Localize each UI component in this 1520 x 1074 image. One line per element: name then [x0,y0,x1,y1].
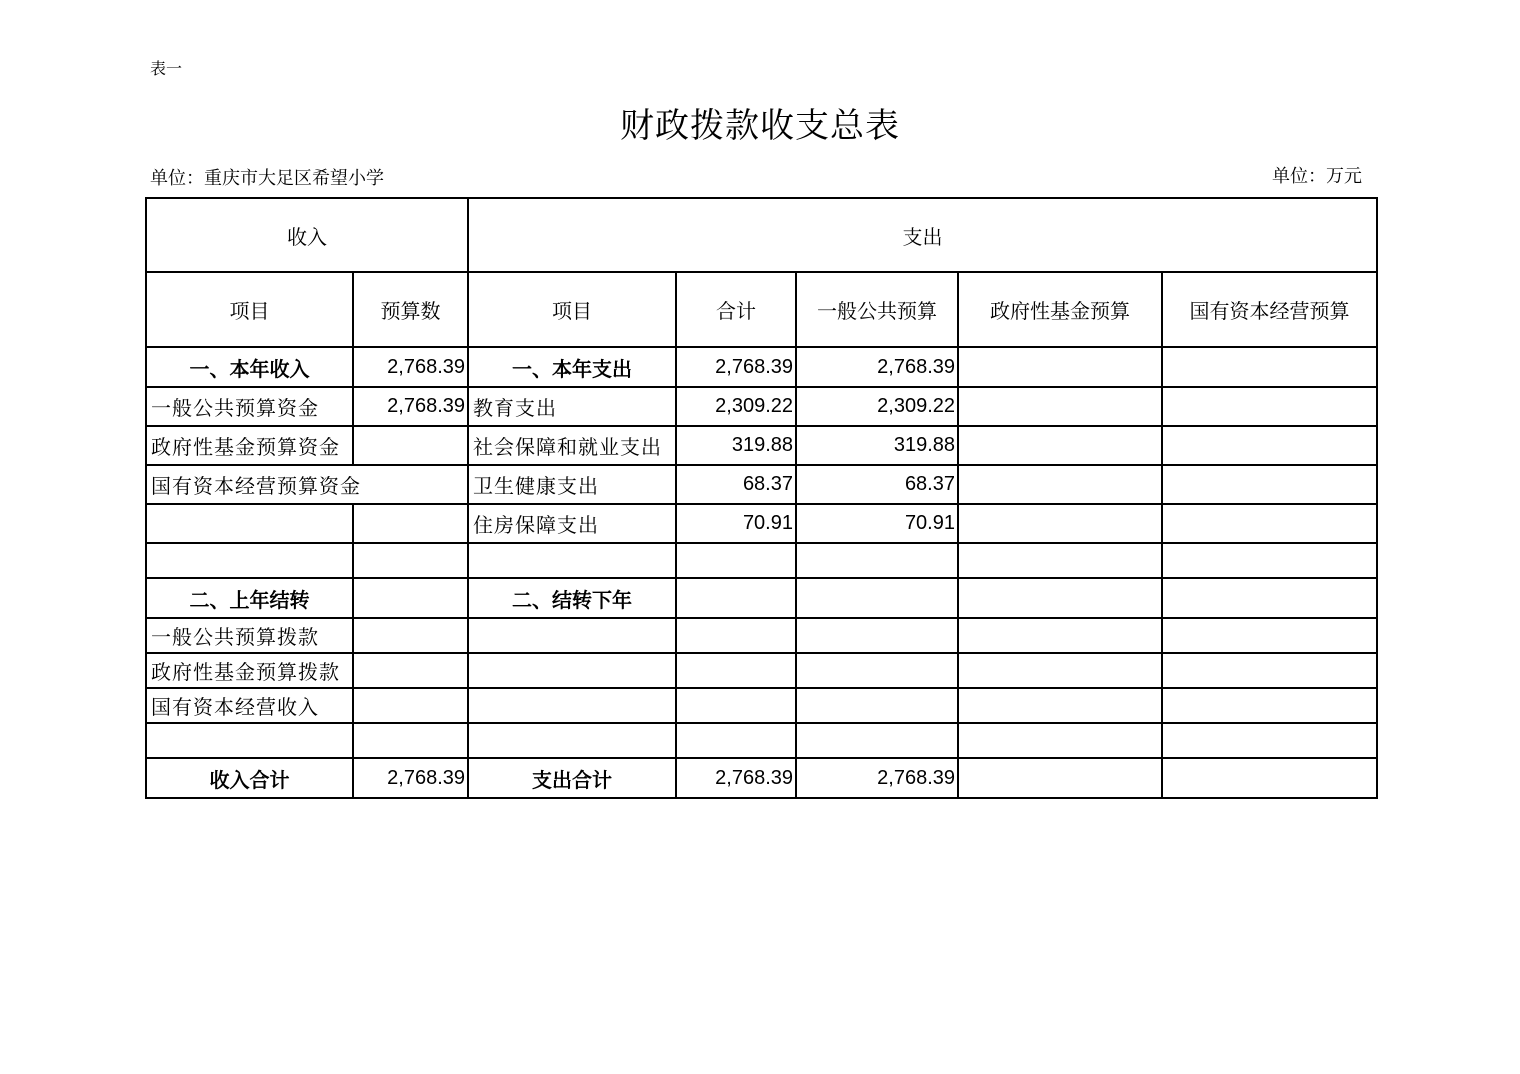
income-total-label: 收入合计 [146,758,353,798]
state-budget-cell [1162,465,1377,504]
fund-budget-cell [958,504,1162,543]
expense-header: 支出 [468,198,1377,272]
table-row [146,347,1377,387]
income-item-cell: 二、上年结转 [146,578,353,618]
income-amount-cell: 2,768.39 [353,347,468,387]
expense-item-cell: 二、结转下年 [468,578,676,618]
general-budget-cell: 319.88 [796,426,958,465]
general-budget-cell: 2,768.39 [796,347,958,387]
income-amount-cell: 2,768.39 [353,387,468,426]
fund-budget-cell [958,347,1162,387]
table-row [146,688,1377,723]
table-row [146,618,1377,653]
expense-item-cell: 卫生健康支出 [468,465,676,504]
state-budget-cell [1162,578,1377,618]
table-row [146,387,1377,426]
total-cell: 319.88 [676,426,796,465]
expense-item-cell [468,688,676,723]
header-row-top [146,198,1377,272]
income-amount-cell [353,653,468,688]
state-budget-total-cell [1162,758,1377,798]
fund-budget-total-cell [958,758,1162,798]
general-budget-cell [796,543,958,578]
general-budget-cell [796,688,958,723]
total-cell: 68.37 [676,465,796,504]
income-amount-cell [353,504,468,543]
income-item-cell: 一般公共预算资金 [146,387,353,426]
income-header: 收入 [146,198,468,272]
income-item-cell [146,723,353,758]
state-budget-cell [1162,653,1377,688]
total-cell: 2,309.22 [676,387,796,426]
fund-budget-cell [958,543,1162,578]
expense-total-cell: 2,768.39 [676,758,796,798]
income-item-cell: 国有资本经营收入 [146,688,353,723]
general-budget-cell: 70.91 [796,504,958,543]
general-budget-cell: 68.37 [796,465,958,504]
table-number: 表一 [150,59,183,78]
state-budget-cell [1162,426,1377,465]
expense-item-cell [468,723,676,758]
expense-item-cell: 社会保障和就业支出 [468,426,676,465]
budget-table [145,197,1378,799]
total-cell [676,578,796,618]
total-cell: 70.91 [676,504,796,543]
col-general-budget: 一般公共预算 [796,272,958,347]
expense-item-cell: 住房保障支出 [468,504,676,543]
total-cell [676,653,796,688]
table-row [146,504,1377,543]
general-budget-cell [796,653,958,688]
income-amount-cell [353,578,468,618]
income-amount-cell [353,688,468,723]
expense-item-cell [468,543,676,578]
general-budget-cell [796,578,958,618]
general-budget-total-cell: 2,768.39 [796,758,958,798]
general-budget-cell [796,618,958,653]
expense-item-cell [468,618,676,653]
expense-item-cell: 一、本年支出 [468,347,676,387]
col-fund-budget: 政府性基金预算 [958,272,1162,347]
fund-budget-cell [958,426,1162,465]
organization-unit: 单位：重庆市大足区希望小学 [150,168,384,189]
income-amount-cell [353,723,468,758]
page-title: 财政拨款收支总表 [620,106,900,146]
state-budget-cell [1162,618,1377,653]
table-row [146,653,1377,688]
income-item-cell [146,504,353,543]
fund-budget-cell [958,653,1162,688]
fund-budget-cell [958,387,1162,426]
expense-item-cell [468,653,676,688]
fund-budget-cell [958,688,1162,723]
fund-budget-cell [958,465,1162,504]
income-item-cell [146,543,353,578]
table-row [146,543,1377,578]
total-cell [676,688,796,723]
fund-budget-cell [958,723,1162,758]
fund-budget-cell [958,618,1162,653]
state-budget-cell [1162,543,1377,578]
state-budget-cell [1162,723,1377,758]
currency-unit: 单位：万元 [1272,166,1362,187]
general-budget-cell [796,723,958,758]
table-row [146,723,1377,758]
fund-budget-cell [958,578,1162,618]
income-item-cell: 一、本年收入 [146,347,353,387]
income-total-amount: 2,768.39 [353,758,468,798]
general-budget-cell: 2,309.22 [796,387,958,426]
header-row-columns [146,272,1377,347]
expense-item-cell: 教育支出 [468,387,676,426]
col-income-item: 项目 [146,272,353,347]
state-budget-cell [1162,504,1377,543]
total-cell [676,543,796,578]
income-amount-cell [353,543,468,578]
col-income-budget: 预算数 [353,272,468,347]
total-cell [676,618,796,653]
income-amount-cell [353,426,468,465]
income-item-cell: 一般公共预算拨款 [146,618,353,653]
table-row [146,578,1377,618]
table-row [146,426,1377,465]
total-cell [676,723,796,758]
expense-total-label: 支出合计 [468,758,676,798]
income-item-cell: 政府性基金预算资金 [146,426,353,465]
state-budget-cell [1162,688,1377,723]
income-item-cell: 政府性基金预算拨款 [146,653,353,688]
state-budget-cell [1162,347,1377,387]
col-expense-item: 项目 [468,272,676,347]
income-item-cell: 国有资本经营预算资金 [146,465,468,504]
table-row [146,465,1377,504]
col-total: 合计 [676,272,796,347]
col-state-capital-budget: 国有资本经营预算 [1162,272,1377,347]
total-cell: 2,768.39 [676,347,796,387]
totals-row [146,758,1377,798]
income-amount-cell [353,618,468,653]
state-budget-cell [1162,387,1377,426]
